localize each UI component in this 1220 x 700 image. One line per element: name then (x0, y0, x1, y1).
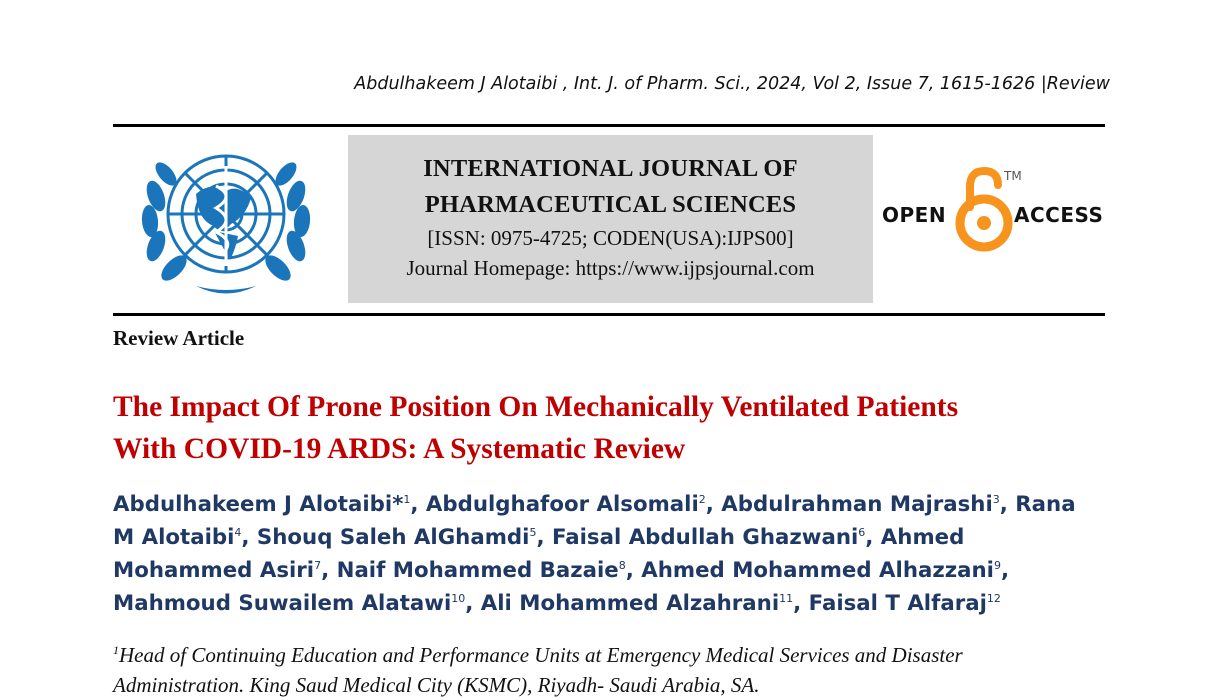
author-name: , Ahmed Mohammed Alhazzani (625, 558, 994, 583)
affiliation-line2: Administration. King Saud Medical City (KSMC), Riyadh- Saudi Arabia, SA. (113, 673, 760, 697)
author-affiliation-marker: 10 (451, 591, 466, 605)
journal-masthead (348, 135, 873, 303)
author-name: , (1000, 558, 1010, 583)
author-name: Mohammed Asiri (113, 558, 315, 583)
affiliation-line1-text: Head of Continuing Education and Performance Units at Emergency Medical Services and Disaster (119, 643, 963, 667)
running-header: Abdulhakeem J Alotaibi , Int. J. of Pharm. Sci., 2024, Vol 2, Issue 7, 1615-1626 |Review (354, 74, 1110, 94)
journal-issn: [ISSN: 0975-4725; CODEN(USA):IJPS00] (427, 226, 794, 250)
open-access-access-text: ACCESS (1014, 203, 1104, 227)
author-name: , Abdulrahman Majrashi (705, 492, 993, 517)
author-affiliation-marker: 11 (779, 591, 794, 605)
author-name: M Alotaibi (113, 525, 235, 550)
author-name: , Rana (999, 492, 1076, 517)
affiliation (113, 640, 1113, 700)
header-rule-bottom (113, 313, 1105, 316)
author-name: , Faisal T Alfaraj (793, 591, 987, 616)
author-line (113, 488, 1113, 521)
author-name: , Abdulghafoor Alsomali (410, 492, 699, 517)
journal-name-line2: PHARMACEUTICAL SCIENCES (424, 191, 797, 218)
journal-name (348, 151, 873, 223)
author-name: , Naif Mohammed Bazaie (321, 558, 619, 583)
trademark-mark: TM (1004, 169, 1022, 183)
author-list (113, 488, 1113, 620)
author-affiliation-marker: 2 (698, 492, 706, 506)
author-line (113, 554, 1113, 587)
author-name: , Ali Mohammed Alzahrani (465, 591, 780, 616)
author-affiliation-marker: 3 (992, 492, 1000, 506)
open-access-open-text: OPEN (882, 203, 947, 227)
author-affiliation-marker: 12 (986, 591, 1001, 605)
affiliation-marker: 1 (113, 643, 119, 657)
author-affiliation-marker: 6 (858, 525, 866, 539)
article-title (113, 386, 1103, 470)
author-name: , Faisal Abdullah Ghazwani (536, 525, 859, 550)
article-title-line1: The Impact Of Prone Position On Mechanically Ventilated Patients (113, 391, 959, 423)
author-line (113, 587, 1113, 620)
open-access-logo (880, 165, 1110, 255)
author-affiliation-marker: 5 (529, 525, 537, 539)
header-rule-top (113, 124, 1105, 127)
author-affiliation-marker: 8 (618, 558, 626, 572)
affiliation-line1 (113, 640, 1113, 670)
author-name: , Ahmed (865, 525, 965, 550)
un-emblem-icon (126, 136, 326, 306)
author-affiliation-marker: 7 (314, 558, 322, 572)
author-affiliation-marker: 4 (234, 525, 242, 539)
article-type: Review Article (113, 326, 245, 350)
author-name: Mahmoud Suwailem Alatawi (113, 591, 452, 616)
author-affiliation-marker: 1 (403, 492, 411, 506)
article-title-line2: With COVID-19 ARDS: A Systematic Review (113, 433, 686, 465)
journal-name-line1: INTERNATIONAL JOURNAL OF (423, 155, 798, 182)
author-name: , Shouq Saleh AlGhamdi (241, 525, 530, 550)
author-line (113, 521, 1113, 554)
author-affiliation-marker: 9 (993, 558, 1001, 572)
author-name: Abdulhakeem J Alotaibi* (113, 492, 404, 517)
journal-homepage: Journal Homepage: https://www.ijpsjournal.com (406, 256, 815, 280)
